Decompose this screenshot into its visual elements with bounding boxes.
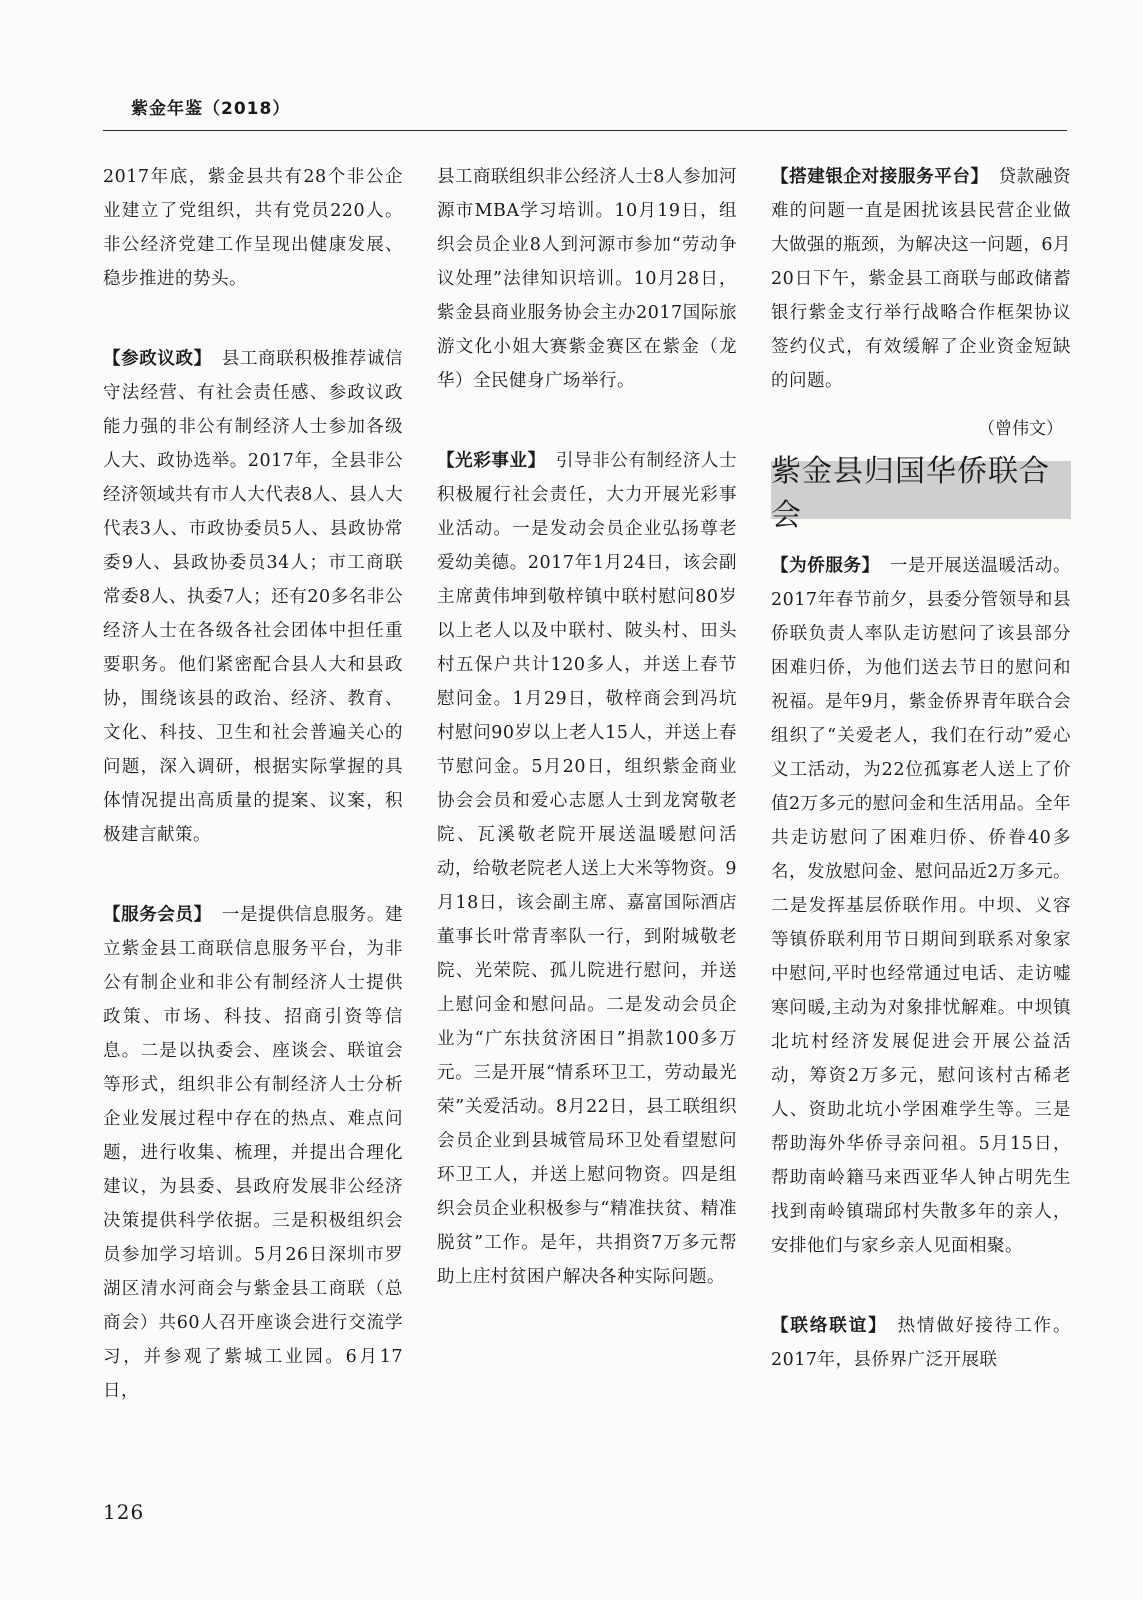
paragraph-text: 县工商联积极推荐诚信守法经营、有社会责任感、参政议政能力强的非公有制经济人士参加各级人大、政协选举。2017年，全县非公经济领域共有市人大代表8人、县人大代表3人、市政协委员5人、县政协常委9人、县政协委员34人；市工商联常委8人、执委7人；还有20多名非公经济人士在各级各社会团体中担任重要职务。他们紧密配合县人大和县政协，围绕该县的政治、经济、教育、文化、科技、卫生和社会普遍关心的问题，深入调研，根据实际掌握的具体情况提出高质量的提案、议案，积极建言献策。	[103, 349, 404, 845]
paragraph-text: 热情做好接待工作。2017年，县侨界广泛开展联	[771, 1316, 1072, 1370]
paragraph	[771, 160, 1071, 398]
section-heading: 【联络联谊】	[771, 1316, 888, 1336]
paragraph-text: 一是开展送温暖活动。2017年春节前夕，县委分管领导和县侨联负责人率队走访慰问了该县部分困难归侨，为他们送去节日的慰问和祝福。是年9月，紫金侨界青年联合会组织了“关爱老人，我们在行动”爱心义工活动，为22位孤寡老人送上了价值2万多元的慰问金和生活用品。全年共走访慰问了困难归侨、侨眷40多名，发放慰问金、慰问品近2万多元。二是发挥基层侨联作用。中坝、义容等镇侨联利用节日期间到联系对象家中慰问,平时也经常通过电话、走访嘘寒问暖,主动为对象排忧解难。中坝镇北坑村经济发展促进会开展公益活动，筹资2万多元，慰问该村古稀老人、资助北坑小学困难学生等。三是帮助海外华侨寻亲问祖。5月15日，帮助南岭籍马来西亚华人钟占明先生找到南岭镇瑞邱村失散多年的亲人，安排他们与家乡亲人见面相聚。	[771, 556, 1072, 1256]
section-title: 紫金县归国华侨联合会	[771, 454, 1050, 533]
section-heading: 【搭建银企对接服务平台】	[771, 167, 989, 187]
paragraph-text: 县工商联组织非公经济人士8人参加河源市MBA学习培训。10月19日，组织会员企业8人到河源市参加“劳动争议处理”法律知识培训。10月28日，紫金县商业服务协会主办2017国际旅游文化小姐大赛紫金赛区在紫金（龙华）全民健身广场举行。	[437, 167, 737, 391]
running-header	[103, 86, 1067, 131]
section-heading: 【为侨服务】	[771, 556, 880, 576]
section-heading: 【光彩事业】	[437, 451, 546, 471]
text-column-2	[437, 160, 737, 1340]
paragraph	[771, 1309, 1071, 1377]
paragraph-text: 贷款融资难的问题一直是困扰该县民营企业做大做强的瓶颈，为解决这一问题，6月20日下午，紫金县工商联与邮政储蓄银行紫金支行举行战略合作框架协议签约仪式，有效缓解了企业资金短缺的问题。	[771, 167, 1072, 391]
text-column-1	[103, 160, 403, 1454]
paragraph	[103, 160, 403, 296]
page-number: 126	[103, 1500, 145, 1524]
section-heading: 【服务会员】	[103, 905, 212, 925]
author-credit: （曾伟文）	[978, 419, 1063, 439]
paragraph-text: 一是提供信息服务。建立紫金县工商联信息服务平台，为非公有制企业和非公有制经济人士提供政策、市场、科技、招商引资等信息。二是以执委会、座谈会、联谊会等形式，组织非公有制经济人士分析企业发展过程中存在的热点、难点问题，进行收集、梳理，并提出合理化建议，为县委、县政府发展非公经济决策提供科学依据。三是积极组织会员参加学习培训。5月26日深圳市罗湖区清水河商会与紫金县工商联（总商会）共60人召开座谈会进行交流学习，并参观了紫城工业园。6月17日，	[103, 905, 404, 1401]
paragraph	[437, 444, 737, 1294]
paragraph	[437, 160, 737, 398]
section-title-banner	[771, 454, 1071, 533]
paragraph	[771, 549, 1071, 1263]
section-heading: 【参政议政】	[103, 349, 212, 369]
text-column-3	[771, 160, 1071, 1423]
paragraph	[103, 342, 403, 852]
paragraph-text: 引导非公有制经济人士积极履行社会责任，大力开展光彩事业活动。一是发动会员企业弘扬尊老爱幼美德。2017年1月24日，该会副主席黄伟坤到敬梓镇中联村慰问80岁以上老人以及中联村、陂头村、田头村五保户共计120多人，并送上春节慰问金。1月29日，敬梓商会到冯坑村慰问90岁以上老人15人，并送上春节慰问金。5月20日，组织紫金商业协会会员和爱心志愿人士到龙窝敬老院、瓦溪敬老院开展送温暖慰问活动，给敬老院老人送上大米等物资。9月18日，该会副主席、嘉富国际酒店董事长叶常青率队一行，到附城敬老院、光荣院、孤儿院进行慰问，并送上慰问金和慰问品。二是发动会员企业为“广东扶贫济困日”捐款100多万元。三是开展“情系环卫工，劳动最光荣”关爱活动。8月22日，县工联组织会员企业到县城管局环卫处看望慰问环卫工人，并送上慰问物资。四是组织会员企业积极参与“精准扶贫、精准脱贫”工作。是年，共捐资7万多元帮助上庄村贫困户解决各种实际问题。	[437, 451, 738, 1287]
paragraph	[103, 898, 403, 1408]
running-header-title: 紫金年鉴（2018）	[131, 99, 291, 119]
paragraph-text: 2017年底，紫金县共有28个非公企业建立了党组织，共有党员220人。非公经济党建工作呈现出健康发展、稳步推进的势头。	[103, 167, 403, 289]
